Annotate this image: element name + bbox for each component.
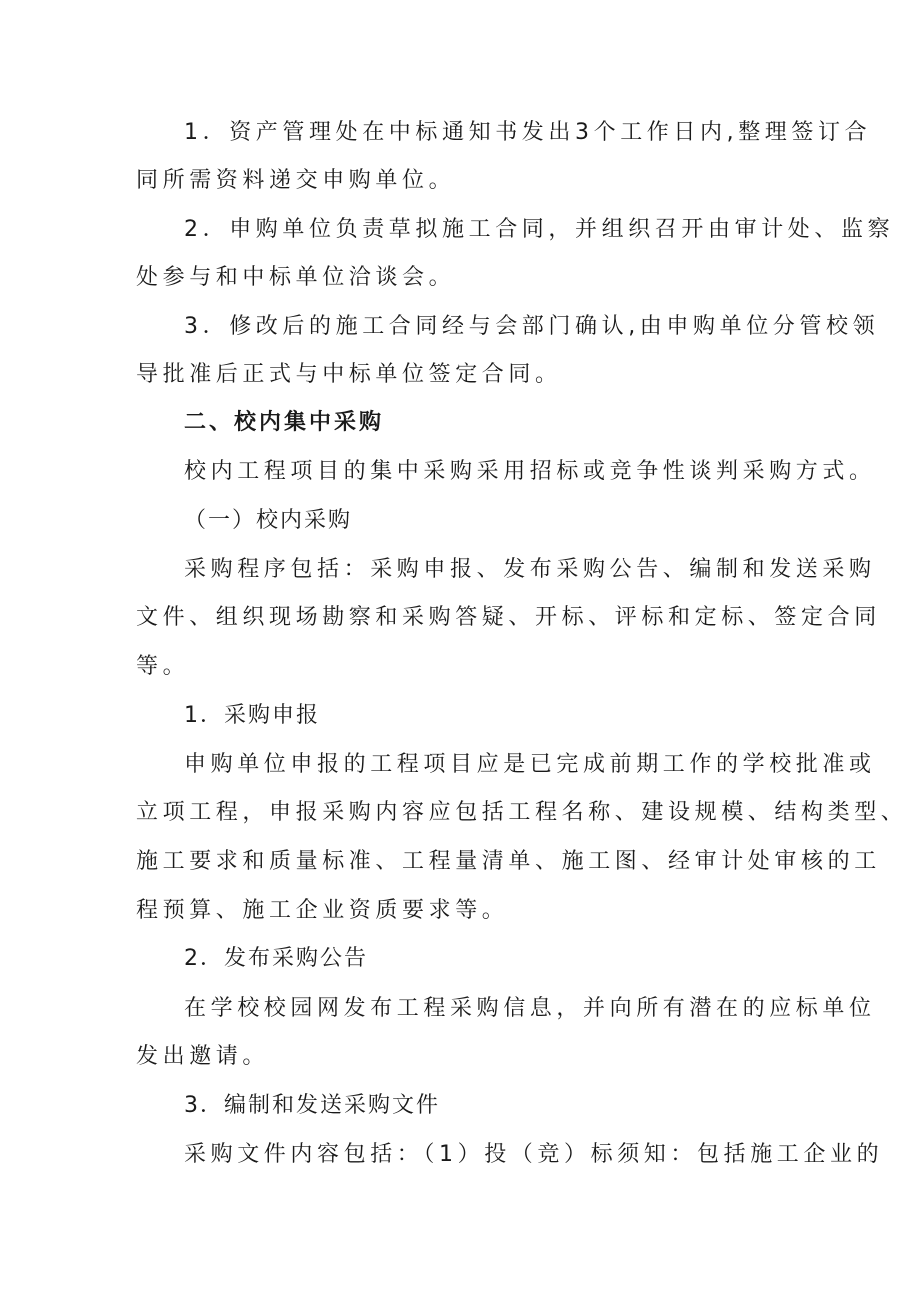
item-1-line-3: 施工要求和质量标准、工程量清单、施工图、经审计处审核的工	[136, 849, 881, 874]
item-3-heading: 3．编制和发送采购文件	[184, 1093, 440, 1118]
section-intro: 校内工程项目的集中采购采用招标或竞争性谈判采购方式。	[184, 459, 876, 484]
paragraph-2-line-1: 2．申购单位负责草拟施工合同，并组织召开由审计处、监察	[184, 217, 895, 242]
procedure-line-2: 文件、组织现场勘察和采购答疑、开标、评标和定标、签定合同	[136, 605, 881, 630]
procedure-line-1: 采购程序包括：采购申报、发布采购公告、编制和发送采购	[184, 557, 876, 582]
item-1-line-1: 申购单位申报的工程项目应是已完成前期工作的学校批准或	[184, 752, 876, 777]
section-heading: 二、校内集中采购	[184, 410, 385, 435]
paragraph-3-line-2: 导批准后正式与中标单位签定合同。	[136, 362, 562, 387]
item-2-line-2: 发出邀请。	[136, 1044, 270, 1069]
item-1-line-2: 立项工程，申报采购内容应包括工程名称、建设规模、结构类型、	[136, 800, 908, 825]
subsection-heading: （一）校内采购	[184, 508, 353, 533]
paragraph-1-line-2: 同所需资料递交申购单位。	[136, 168, 456, 193]
paragraph-1-line-1: 1．资产管理处在中标通知书发出3个工作日内,整理签订合	[184, 120, 872, 145]
paragraph-3-line-1: 3．修改后的施工合同经与会部门确认,由申购单位分管校领	[184, 314, 880, 339]
item-3-line-1: 采购文件内容包括：（1）投（竞）标须知：包括施工企业的	[184, 1142, 884, 1167]
item-1-line-4: 程预算、施工企业资质要求等。	[136, 898, 509, 923]
procedure-line-3: 等。	[136, 654, 190, 679]
item-1-heading: 1．采购申报	[184, 703, 320, 728]
paragraph-2-line-2: 处参与和中标单位洽谈会。	[136, 265, 456, 290]
item-2-line-1: 在学校校园网发布工程采购信息，并向所有潜在的应标单位	[184, 996, 876, 1021]
item-2-heading: 2．发布采购公告	[184, 946, 368, 971]
